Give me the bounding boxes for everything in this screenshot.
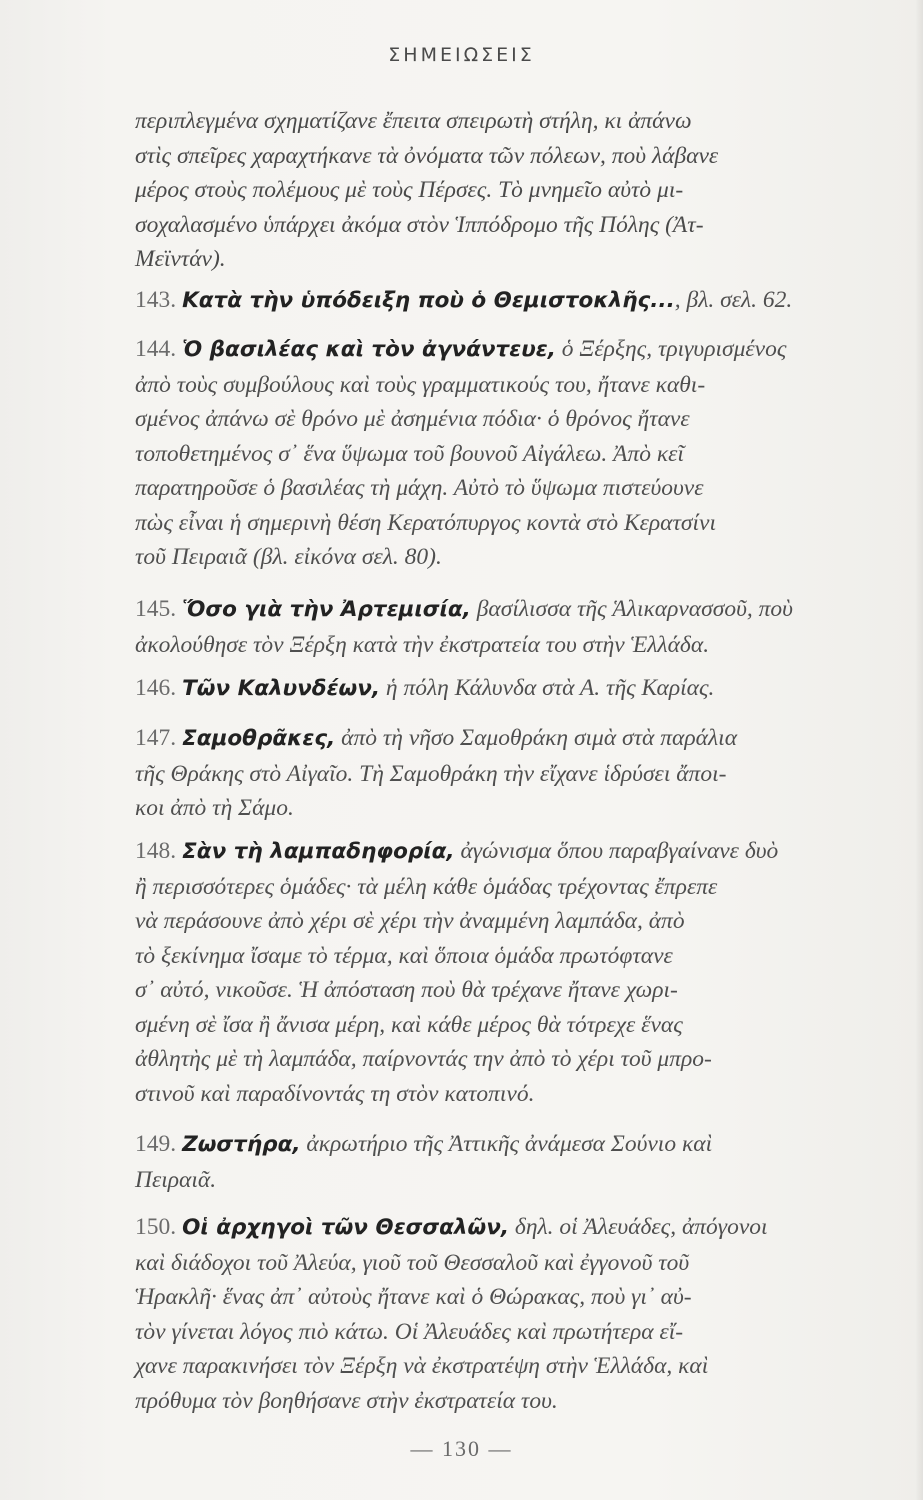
note-text: σμένος ἀπάνω σὲ θρόνο μὲ ἀσημένια πόδια· ὁ θρόνος ἤτανε xyxy=(135,406,690,432)
note-line xyxy=(135,721,855,757)
intro-line: σοχαλασμένο ὑπάρχει ἀκόμα στὸν Ἱππόδρομο τῆς Πόλης (Ἀτ- xyxy=(135,211,704,238)
note-number: 147. xyxy=(135,725,177,751)
note-text: ἀπὸ τὴ νῆσο Σαμοθράκη σιμὰ στὰ παράλια xyxy=(335,725,738,751)
note-line xyxy=(135,283,855,319)
note-text: ὁ Ξέρξης, τριγυρισμένος xyxy=(555,336,787,362)
note-text: βασίλισσα τῆς Ἁλικαρνασσοῦ, ποὺ xyxy=(470,596,793,622)
note-text: πρόθυμα τὸν βοηθήσανε στὴν ἐκστρατεία του. xyxy=(135,1387,558,1414)
note-146 xyxy=(135,671,855,707)
note-text: δηλ. οἱ Ἀλευάδες, ἀπόγονοι xyxy=(509,1214,768,1240)
note-text: κοι ἀπὸ τὴ Σάμο. xyxy=(135,795,294,821)
note-number: 150. xyxy=(135,1214,177,1240)
note-150 xyxy=(135,1210,855,1418)
note-heading: Ὅσο γιὰ τὴν Ἀρτεμισία, xyxy=(182,597,471,622)
note-text: παρατηροῦσε ὁ βασιλέας τὴ μάχη. Αὐτὸ τὸ ὕψωμα πιστεύουνε xyxy=(135,475,704,501)
note-text: , βλ. σελ. 62. xyxy=(674,287,793,313)
note-number: 149. xyxy=(135,1131,177,1157)
note-144 xyxy=(135,332,855,575)
note-text: ἀπὸ τοὺς συμβούλους καὶ τοὺς γραμματικούς του, ἤτανε καθι- xyxy=(135,371,706,398)
note-number: 143. xyxy=(135,287,177,313)
note-text: Πειραιᾶ. xyxy=(135,1166,217,1193)
note-text: ἀκρωτήριο τῆς Ἀττικῆς ἀνάμεσα Σούνιο καὶ xyxy=(300,1131,713,1157)
note-145 xyxy=(135,592,855,662)
note-number: 146. xyxy=(135,675,177,701)
note-text: ἀθλητὴς μὲ τὴ λαμπάδα, παίρνοντάς την ἀπὸ τὸ χέρι τοῦ μπρο- xyxy=(135,1046,712,1072)
page-binding-shadow xyxy=(915,0,923,1500)
note-text: τοποθετημένος σ᾿ ἕνα ὕψωμα τοῦ βουνοῦ Αἰγάλεω. Ἀπὸ κεῖ xyxy=(135,440,684,467)
note-text: ἡ πόλη Κάλυνδα στὰ Α. τῆς Καρίας. xyxy=(380,675,715,701)
note-text: τὸν γίνεται λόγος πιὸ κάτω. Οἱ Ἀλευάδες καὶ πρωτήτερα εἴ- xyxy=(135,1318,684,1345)
note-heading: Οἱ ἀρχηγοὶ τῶν Θεσσαλῶν, xyxy=(182,1215,510,1240)
note-heading: Τῶν Καλυνδέων, xyxy=(182,676,381,701)
note-line xyxy=(135,592,855,628)
note-143 xyxy=(135,283,855,319)
note-149 xyxy=(135,1127,855,1197)
note-line xyxy=(135,671,855,707)
note-heading: Ζωστήρα, xyxy=(182,1132,301,1157)
note-text: τοῦ Πειραιᾶ (βλ. εἰκόνα σελ. 80). xyxy=(135,544,442,570)
note-text: ἢ περισσότερες ὁμάδες· τὰ μέλη κάθε ὁμάδας τρέχοντας ἔπρεπε xyxy=(135,873,718,900)
note-heading: Σαμοθρᾶκες, xyxy=(182,726,336,751)
note-text: Ἡρακλῆ· ἕνας ἀπ᾿ αὐτοὺς ἤτανε καὶ ὁ Θώρακας, ποὺ γι᾿ αὐ- xyxy=(135,1284,692,1310)
intro-line: μέρος στοὺς πολέμους μὲ τοὺς Πέρσες. Τὸ μνημεῖο αὐτὸ μι- xyxy=(135,177,684,203)
note-147 xyxy=(135,721,855,826)
intro-line: στὶς σπεῖρες χαραχτήκανε τὰ ὀνόματα τῶν πόλεων, ποὺ λάβανε xyxy=(135,142,719,169)
note-text: πὼς εἶναι ἡ σημερινὴ θέση Κερατόπυργος κοντὰ στὸ Κερατσίνι xyxy=(135,509,716,536)
note-text: νὰ περάσουνε ἀπὸ χέρι σὲ χέρι τὴν ἀναμμένη λαμπάδα, ἀπὸ xyxy=(135,908,685,934)
note-text: τῆς Θράκης στὸ Αἰγαῖο. Τὴ Σαμοθράκη τὴν εἴχανε ἱδρύσει ἄποι- xyxy=(135,760,727,787)
note-line xyxy=(135,1127,855,1163)
note-text: στινοῦ καὶ παραδίνοντάς τη στὸν κατοπινό. xyxy=(135,1080,535,1107)
page-number: — 130 — xyxy=(410,1436,513,1461)
note-text: σ᾿ αὐτό, νικοῦσε. Ἡ ἀπόσταση ποὺ θὰ τρέχανε ἤτανε χωρι- xyxy=(135,977,678,1003)
note-line xyxy=(135,834,855,870)
note-number: 148. xyxy=(135,838,177,864)
note-line xyxy=(135,332,855,368)
intro-line: Μεϊντάν). xyxy=(135,246,226,272)
note-number: 145. xyxy=(135,596,177,622)
note-heading: Σὰν τὴ λαμπαδηφορία, xyxy=(182,839,455,864)
intro-paragraph xyxy=(135,104,850,277)
note-text: ἀγώνισμα ὅπου παραβγαίνανε δυὸ xyxy=(454,838,779,864)
intro-line: περιπλεγμένα σχηματίζανε ἔπειτα σπειρωτὴ στήλη, κι ἀπάνω xyxy=(135,108,692,134)
note-number: 144. xyxy=(135,336,177,362)
note-text: χανε παρακινήσει τὸν Ξέρξη νὰ ἐκστρατέψη στὴν Ἑλλάδα, καὶ xyxy=(135,1353,709,1379)
note-text: καὶ διάδοχοι τοῦ Ἀλεύα, γιοῦ τοῦ Θεσσαλοῦ καὶ ἐγγονοῦ τοῦ xyxy=(135,1249,690,1276)
note-heading: Κατὰ τὴν ὑπόδειξη ποὺ ὁ Θεμιστοκλῆς... xyxy=(182,288,675,313)
note-heading: Ὁ βασιλέας καὶ τὸν ἀγνάντευε, xyxy=(182,337,556,362)
note-148 xyxy=(135,834,855,1111)
note-text: ἀκολούθησε τὸν Ξέρξη κατὰ τὴν ἐκστρατεία του στὴν Ἑλλάδα. xyxy=(135,631,710,658)
note-text: τὸ ξεκίνημα ἴσαμε τὸ τέρμα, καὶ ὅποια ὁμάδα πρωτόφτανε xyxy=(135,942,673,969)
running-header: ΣΗΜΕΙΩΣΕΙΣ xyxy=(388,44,535,66)
note-text: σμένη σὲ ἴσα ἢ ἄνισα μέρη, καὶ κάθε μέρος θὰ τότρεχε ἕνας xyxy=(135,1011,683,1038)
note-line xyxy=(135,1210,855,1246)
